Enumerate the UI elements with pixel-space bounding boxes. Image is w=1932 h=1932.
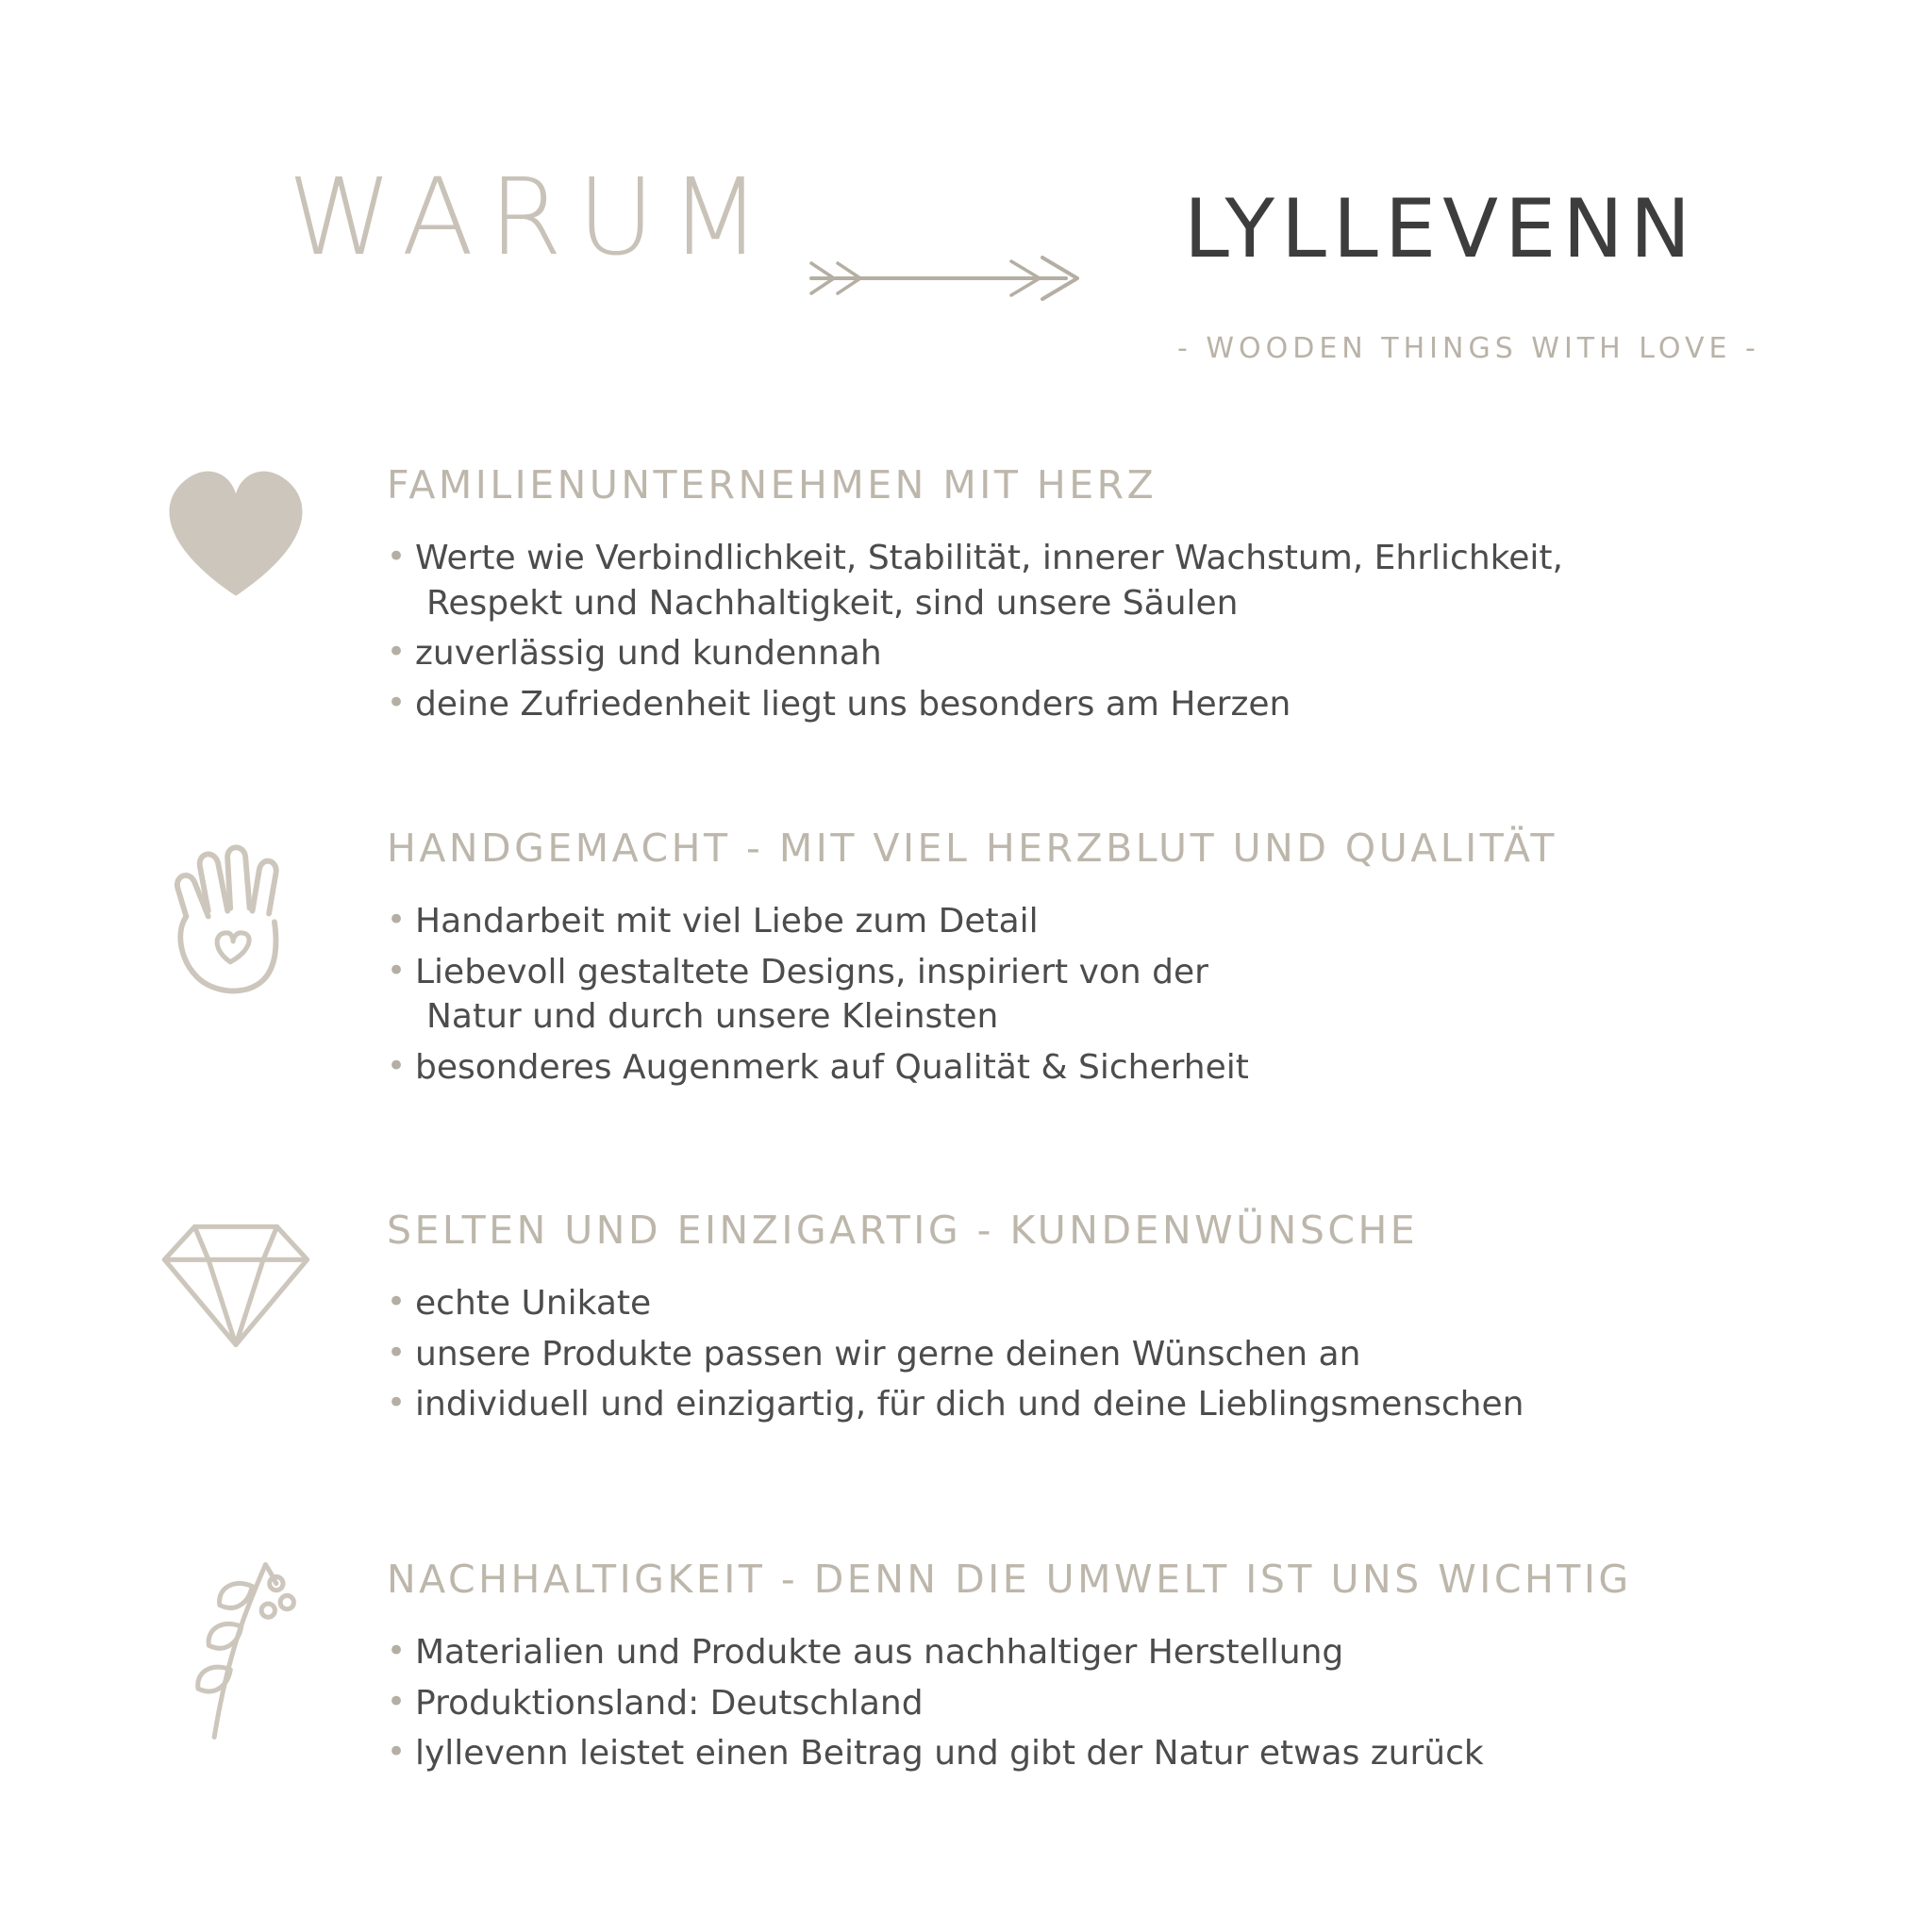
bullet-text: unsere Produkte passen wir gerne deinen Wünschen an [415, 1334, 1361, 1374]
list-item [387, 1382, 1875, 1427]
section-body [387, 462, 1875, 732]
list-item [387, 631, 1875, 676]
bullet-text: Materialien und Produkte aus nachhaltiger Herstellung [415, 1633, 1344, 1672]
section-title: FAMILIENUNTERNEHMEN MIT HERZ [387, 462, 1158, 508]
bullet-text: Produktionsland: Deutschland [415, 1683, 924, 1723]
double-arrow-icon [802, 250, 1094, 307]
page-title: WARUM [288, 157, 776, 279]
bullet-text: echte Unikate [415, 1284, 652, 1323]
list-item [387, 1332, 1875, 1377]
list-item [387, 1045, 1875, 1091]
bullet-text: Liebevoll gestaltete Designs, inspiriert von der [415, 952, 1208, 991]
bullet-list [387, 899, 1875, 1090]
bullet-text: lyllevenn leistet einen Beitrag und gibt der Natur etwas zurück [415, 1734, 1484, 1774]
section-title: NACHHALTIGKEIT - DENN DIE UMWELT IST UNS WICHTIG [387, 1557, 1632, 1602]
bullet-list [387, 536, 1875, 726]
bullet-text: individuell und einzigartig, für dich und deine Lieblingsmenschen [415, 1385, 1524, 1424]
list-item [387, 1731, 1875, 1776]
list-item [387, 1681, 1875, 1726]
section-title: HANDGEMACHT - MIT VIEL HERZBLUT UND QUALITÄT [387, 825, 1557, 871]
list-item [387, 682, 1875, 727]
hand-with-heart-icon [142, 825, 330, 1014]
section-body [387, 825, 1875, 1095]
bullet-text-continued: Natur und durch unsere Kleinsten [426, 997, 999, 1037]
list-item [387, 950, 1875, 1040]
page-header [0, 85, 1932, 365]
bullet-text: Handarbeit mit viel Liebe zum Detail [415, 902, 1039, 941]
bullet-text-continued: Respekt und Nachhaltigkeit, sind unsere Säulen [426, 583, 1239, 623]
brand-tagline: - WOODEN THINGS WITH LOVE - [1177, 332, 1760, 365]
bullet-list [387, 1630, 1875, 1776]
section-title: SELTEN UND EINZIGARTIG - KUNDENWÜNSCHE [387, 1208, 1419, 1253]
list-item [387, 1630, 1875, 1675]
leaf-branch-icon [142, 1557, 330, 1745]
list-item [387, 1281, 1875, 1326]
bullet-text: Werte wie Verbindlichkeit, Stabilität, innerer Wachstum, Ehrlichkeit, [415, 539, 1563, 577]
diamond-icon [142, 1208, 330, 1396]
section-body [387, 1208, 1875, 1433]
bullet-text: deine Zufriedenheit liegt uns besonders am Herzen [415, 684, 1291, 724]
list-item [387, 536, 1875, 625]
brand-name: LYLLEVENN [1184, 182, 1698, 276]
bullet-list [387, 1281, 1875, 1427]
bullet-text: besonderes Augenmerk auf Qualität & Sicherheit [415, 1047, 1249, 1087]
list-item [387, 899, 1875, 944]
bullet-text: zuverlässig und kundennah [415, 634, 882, 674]
section-body [387, 1557, 1875, 1782]
heart-icon [142, 462, 330, 651]
